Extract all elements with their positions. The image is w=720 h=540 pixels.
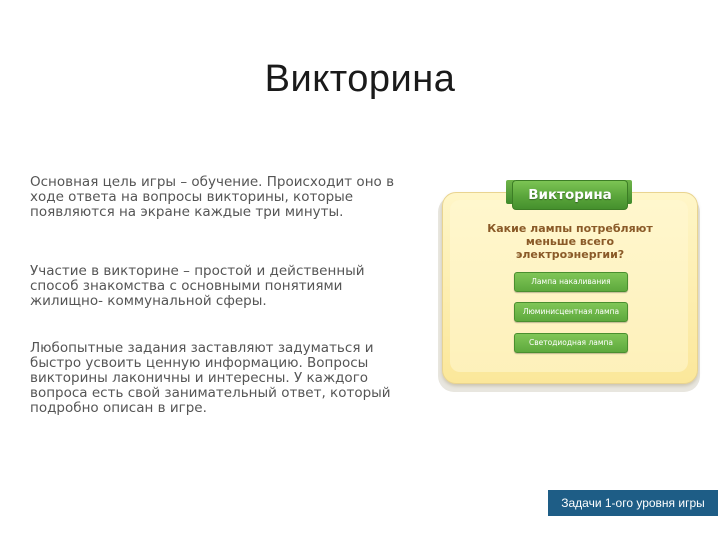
level-tasks-badge: Задачи 1-ого уровня игры: [548, 490, 718, 516]
paragraph-goal: Основная цель игры – обучение. Происходит оно в ходе ответа на вопросы викторины, которые появляются на экране каждые три минуты.: [30, 174, 395, 220]
slide-title: Викторина: [264, 58, 456, 100]
paragraph-participation: Участие в викторине – простой и действенный способ знакомства с основными понятиями жилищно- коммунальной сферы.: [30, 263, 365, 309]
quiz-question: Какие лампы потребляют меньше всего электроэнергии?: [487, 222, 653, 261]
answer-button-led[interactable]: Светодиодная лампа: [514, 333, 628, 353]
paragraph-tasks: Любопытные задания заставляют задуматься и быстро усвоить ценную информацию. Вопросы викторины лаконичны и интересны. У каждого вопроса есть свой занимательный ответ, который подробно описан в игре.: [30, 340, 391, 416]
answer-button-incandescent[interactable]: Лампа накаливания: [514, 272, 628, 292]
answer-button-fluorescent[interactable]: Люминисцентная лампа: [514, 302, 628, 322]
quiz-header: Викторина: [512, 180, 628, 210]
